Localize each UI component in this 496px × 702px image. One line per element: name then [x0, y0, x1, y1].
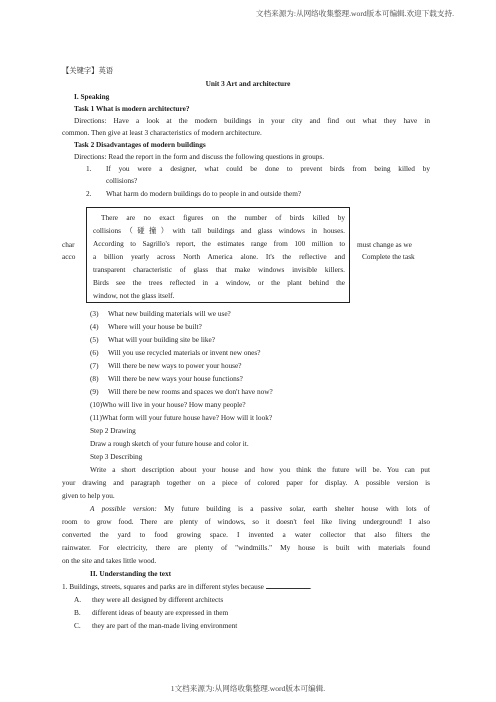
- obscured-text-left-1: char: [62, 240, 75, 249]
- list-item: (9) Will there be new rooms and spaces we don't have now?: [90, 387, 273, 396]
- section-speaking-heading: I. Speaking: [74, 92, 110, 101]
- task1-directions-line1: Directions: Have a look at the modern buildings in your city and find out what they have in: [74, 116, 430, 125]
- obscured-text-left-2: acco: [62, 252, 76, 261]
- report-line-5: transparent characteristic of glass that make windows invisible killers.: [93, 265, 345, 274]
- section-understanding-heading: II. Understanding the text: [90, 569, 172, 578]
- bird-collision-report-box: [86, 207, 350, 303]
- list-item: (3) What new building materials will we use?: [90, 309, 231, 318]
- step3-line1: Write a short description about your house and how you think the future will be. You can put: [90, 465, 430, 474]
- page-header: 文档来源为:从网络收集整理.word版本可编辑.欢迎下载支持.: [255, 9, 454, 18]
- option-a: A. they were all designed by different architects: [74, 595, 224, 604]
- report-line-3: According to Sagrillo's report, the estimates range from 100 million to: [93, 239, 345, 248]
- report-line-2: collisions（碰撞）with tall buildings and glass windows in houses.: [93, 226, 345, 235]
- version-line3: converted the yard to food growing space. I invented a water collector that also filters the: [62, 530, 430, 539]
- task2-heading: Task 2 Disadvantages of modern buildings: [74, 140, 206, 149]
- answer-blank: [266, 582, 310, 589]
- list-item: (4) Where will your house be built?: [90, 322, 202, 331]
- report-line-1: There are no exact figures on the number of birds killed by: [101, 213, 345, 222]
- question-2-line1: What harm do modern buildings do to people in and outside them?: [106, 189, 302, 198]
- report-line-7: window, not the glass itself.: [93, 291, 175, 300]
- report-line-4: a billion yearly across North America alone. It's the reflective and: [93, 252, 345, 261]
- version-line1: A possible version: My future building is a passive solar, earth shelter house with lots of: [90, 504, 430, 513]
- obscured-text-right-1: must change as we: [357, 240, 412, 249]
- obscured-text-right-2: Complete the task: [362, 252, 415, 261]
- task1-heading: Task 1 What is modern architecture?: [74, 104, 190, 113]
- option-b: B. different ideas of beauty are expressed in them: [74, 608, 229, 617]
- keyword-line: 【关键字】英语: [62, 66, 114, 75]
- option-c: C. they are part of the man-made living environment: [74, 621, 238, 630]
- step3-line2: your drawing and paragraph together on a piece of colored paper for display. A possible version is: [62, 478, 430, 487]
- page-footer: 1文档来源为:从网络收集整理.word版本可编辑.: [170, 684, 326, 693]
- list-item: (8) Will there be new ways your house functions?: [90, 374, 243, 383]
- list-item: (11)What form will your future house have? How will it look?: [90, 413, 273, 422]
- version-line4: rainwater. For electricity, there are plenty of "windmills." My house is built with materials found: [62, 543, 430, 552]
- step3-line3: given to help you.: [62, 491, 115, 500]
- question-1-line2: collisions?: [106, 176, 138, 185]
- task1-directions-line2: common. Then give at least 3 characteristics of modern architecture.: [62, 128, 262, 137]
- question-2-number: 2.: [86, 189, 92, 198]
- unit-title: Unit 3 Art and architecture: [205, 79, 291, 88]
- step2-text: Draw a rough sketch of your future house and color it.: [90, 439, 249, 448]
- step3-heading: Step 3 Describing: [90, 452, 143, 461]
- understanding-question-1: 1. Buildings, streets, squares and parks are in different styles because .: [62, 582, 312, 591]
- step2-heading: Step 2 Drawing: [90, 426, 136, 435]
- question-1-line1: If you were a designer, what could be done to prevent birds from being killed by: [106, 164, 430, 173]
- version-line5: on the site and takes little wood.: [62, 556, 157, 565]
- report-line-6: Birds see the trees reflected in a window, or the plant behind the: [93, 278, 345, 287]
- list-item: (7) Will there be new ways to power your house?: [90, 361, 242, 370]
- list-item: (6) Will you use recycled materials or invent new ones?: [90, 348, 261, 357]
- task2-directions: Directions: Read the report in the form and discuss the following questions in groups.: [74, 152, 325, 161]
- list-item: (5) What will your building site be like?: [90, 335, 215, 344]
- list-item: (10)Who will live in your house? How many people?: [90, 400, 246, 409]
- question-1-number: 1.: [86, 164, 92, 173]
- version-line2: room to grow food. There are plenty of windows, so it doesn't feel like living underground! I also: [62, 517, 430, 526]
